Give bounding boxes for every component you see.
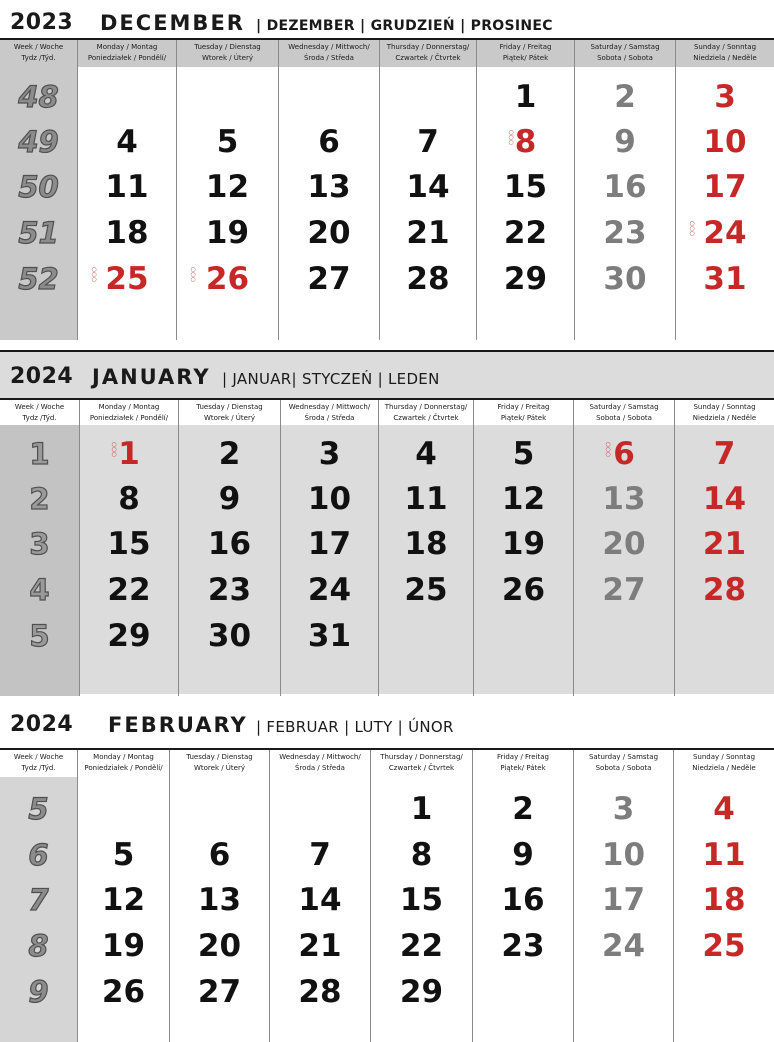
calendar-grid [0, 777, 774, 1042]
day-number: 24 [601, 928, 646, 964]
day-number: ○ ○ ○ 25 [91, 261, 149, 297]
day-number: 20 [197, 928, 242, 964]
day-number: 3 [612, 791, 635, 827]
day-number: 2 [218, 436, 241, 472]
week-number: 8 [28, 929, 49, 963]
day-number: 14 [298, 882, 342, 918]
day-number: 24 [307, 572, 352, 608]
holiday-marker-icon: ○ ○ ○ [190, 266, 196, 283]
day-number: 22 [107, 572, 151, 608]
day-column [378, 425, 473, 696]
day-number: 17 [307, 526, 352, 562]
month-december-2023 [0, 0, 774, 340]
day-number: 3 [714, 79, 736, 115]
holiday-marker-icon: ○ ○ ○ [111, 441, 117, 458]
weekday-header: Tuesday / Dienstag Wtorek / Úterý [178, 400, 280, 425]
month-name: JANUARY [92, 365, 211, 389]
day-column [178, 425, 280, 696]
day-number: 3 [318, 436, 341, 472]
weekday-header: Friday / Freitag Piątek/ Pátek [473, 400, 573, 425]
month-header [0, 700, 774, 740]
day-number: 27 [602, 572, 646, 608]
holiday-marker-icon: ○ ○ ○ [91, 266, 97, 283]
holiday-marker-icon: ○ ○ ○ [508, 129, 514, 146]
day-number: 9 [512, 837, 534, 873]
day-number: 17 [601, 882, 646, 918]
year-label: 2024 [10, 364, 74, 389]
day-number: 6 [318, 124, 340, 160]
month-translations: | JANUAR| STYCZEŃ | LEDEN [222, 370, 440, 388]
day-number: 4 [713, 791, 735, 827]
day-column [673, 777, 774, 1042]
day-number: 8 [410, 837, 433, 873]
weekday-header: Wednesday / Mittwoch/ Środa / Středa [269, 750, 370, 777]
day-number: 1 [410, 791, 433, 827]
weekday-header: Tuesday / Dienstag Wtorek / Úterý [169, 750, 269, 777]
weekday-header: Thursday / Donnerstag/ Czwartek / Čtvrtek [378, 400, 473, 425]
day-number: 29 [503, 261, 548, 297]
weekday-header-row [0, 748, 774, 777]
holiday-marker-icon: ○ ○ ○ [605, 441, 611, 458]
day-number: 4 [415, 436, 437, 472]
day-number: 18 [404, 526, 448, 562]
month-translations: | DEZEMBER | GRUDZIEŃ | PROSINEC [256, 18, 553, 34]
day-column [472, 777, 573, 1042]
day-number: 19 [101, 928, 146, 964]
day-number: 19 [501, 526, 546, 562]
day-number: 28 [298, 974, 342, 1010]
day-number: 31 [307, 618, 352, 654]
week-number: 7 [28, 883, 49, 917]
day-number: 14 [702, 481, 747, 517]
week-number: 48 [18, 80, 59, 114]
day-number: 9 [218, 481, 241, 517]
weekday-header: Saturday / Samstag Sobota / Sobota [574, 40, 675, 67]
day-number: 31 [703, 261, 747, 297]
month-name: FEBRUARY [108, 713, 248, 737]
week-number: 3 [29, 527, 50, 561]
weekday-header: Wednesday / Mittwoch/ Środa / Středa [280, 400, 378, 425]
day-number: 20 [602, 526, 646, 562]
week-number: 2 [29, 482, 50, 516]
weekday-header: Friday / Freitag Piątek/ Pátek [472, 750, 573, 777]
day-number: 12 [205, 169, 250, 205]
day-number: 26 [101, 974, 146, 1010]
day-number: 19 [205, 215, 250, 251]
day-number: 15 [107, 526, 151, 562]
day-number: ○ ○ ○ 6 [605, 436, 635, 472]
day-number: 13 [602, 481, 646, 517]
week-number: 4 [29, 573, 50, 607]
day-number: 4 [116, 124, 138, 160]
day-number: 28 [702, 572, 747, 608]
day-number: ○ ○ ○ 26 [190, 261, 250, 297]
day-number: 12 [501, 481, 546, 517]
week-number: 51 [18, 216, 59, 250]
weekday-header-row [0, 38, 774, 67]
month-january-2024 [0, 350, 774, 694]
month-header [0, 0, 774, 38]
week-number: 1 [29, 437, 50, 471]
day-number: 13 [197, 882, 242, 918]
weekday-header: Monday / Montag Poniedziałek / Pondělí/ [77, 40, 176, 67]
day-number: 16 [603, 169, 647, 205]
day-column [169, 777, 269, 1042]
week-number-column [0, 67, 77, 340]
month-name: DECEMBER [100, 11, 245, 35]
day-column [574, 67, 675, 340]
day-number: 13 [307, 169, 351, 205]
day-number: 9 [614, 124, 636, 160]
day-number: 7 [417, 124, 439, 160]
day-number: 15 [503, 169, 548, 205]
day-number: 22 [503, 215, 548, 251]
weekday-header: Saturday / Samstag Sobota / Sobota [573, 400, 674, 425]
day-number: 15 [399, 882, 444, 918]
calendar-grid [0, 425, 774, 696]
day-column [269, 777, 370, 1042]
week-number-column [0, 777, 77, 1042]
day-number: 20 [307, 215, 351, 251]
day-number: 12 [101, 882, 146, 918]
day-number: 10 [307, 481, 352, 517]
day-number: 18 [702, 882, 746, 918]
day-column [176, 67, 278, 340]
week-number-header: Week / Woche Tydz /Týd. [13, 753, 64, 772]
weekday-header: Wednesday / Mittwoch/ Środa / Středa [278, 40, 379, 67]
day-column [77, 777, 169, 1042]
day-column [379, 67, 476, 340]
week-number-header: Week / Woche Tydz /Týd. [14, 403, 65, 422]
day-number: 5 [216, 124, 239, 160]
week-number: 5 [29, 619, 50, 653]
weekday-header: Thursday / Donnerstag/ Czwartek / Čtvrtek [370, 750, 472, 777]
day-number: 21 [702, 526, 747, 562]
week-number: 49 [18, 125, 59, 159]
year-label: 2024 [10, 712, 74, 737]
day-number: 23 [603, 215, 647, 251]
day-number: 27 [307, 261, 351, 297]
day-number: 14 [406, 169, 450, 205]
weekday-header: Monday / Montag Poniedziałek / Pondělí/ [77, 750, 169, 777]
day-number: 29 [399, 974, 444, 1010]
day-number: 16 [207, 526, 252, 562]
day-number: 11 [404, 481, 448, 517]
day-number: 7 [713, 436, 736, 472]
day-number: 7 [309, 837, 331, 873]
day-number: 8 [118, 481, 140, 517]
weekday-header: Sunday / Sonntag Niedziela / Neděle [674, 400, 774, 425]
day-number: 25 [404, 572, 448, 608]
day-column [79, 425, 178, 696]
day-column [675, 67, 774, 340]
day-number: 23 [501, 928, 545, 964]
week-number-header: Week / Woche Tydz /Týd. [13, 43, 64, 62]
weekday-header: Sunday / Sonntag Niedziela / Neděle [675, 40, 774, 67]
day-number: 17 [703, 169, 747, 205]
day-number: 2 [614, 79, 636, 115]
day-number: 29 [107, 618, 151, 654]
day-column [280, 425, 378, 696]
day-number: 18 [105, 215, 149, 251]
day-number: 2 [512, 791, 534, 827]
month-translations: | FEBRUAR | LUTY | ÚNOR [256, 718, 454, 736]
day-number: 26 [501, 572, 546, 608]
day-column [674, 425, 774, 696]
day-column [77, 67, 176, 340]
day-number: 10 [601, 837, 646, 873]
holiday-marker-icon: ○ ○ ○ [689, 220, 695, 237]
day-column [473, 425, 573, 696]
day-number: 5 [112, 837, 135, 873]
day-number: 30 [207, 618, 252, 654]
year-label: 2023 [10, 10, 74, 35]
day-number: 30 [603, 261, 647, 297]
day-number: 16 [501, 882, 545, 918]
day-column [573, 425, 674, 696]
day-number: 11 [105, 169, 149, 205]
week-number-column [0, 425, 79, 696]
day-column [278, 67, 379, 340]
day-number: 23 [207, 572, 252, 608]
day-number: 6 [208, 837, 231, 873]
month-february-2024 [0, 700, 774, 1042]
week-number: 6 [28, 838, 49, 872]
day-column [476, 67, 574, 340]
weekday-header: Tuesday / Dienstag Wtorek / Úterý [176, 40, 278, 67]
day-number: 27 [197, 974, 242, 1010]
day-number: 1 [514, 79, 537, 115]
weekday-header-row [0, 398, 774, 425]
day-number: 21 [298, 928, 342, 964]
weekday-header: Friday / Freitag Piątek/ Pátek [476, 40, 574, 67]
week-number: 5 [28, 792, 49, 826]
day-column [370, 777, 472, 1042]
month-header [0, 352, 774, 392]
day-number: 25 [702, 928, 746, 964]
day-number: 28 [406, 261, 450, 297]
week-number: 50 [18, 170, 59, 204]
weekday-header: Sunday / Sonntag Niedziela / Neděle [673, 750, 774, 777]
day-number: 5 [512, 436, 535, 472]
weekday-header: Saturday / Samstag Sobota / Sobota [573, 750, 673, 777]
day-column [573, 777, 673, 1042]
weekday-header: Thursday / Donnerstag/ Czwartek / Čtvrtek [379, 40, 476, 67]
day-number: ○ ○ ○ 24 [689, 215, 747, 251]
day-number: ○ ○ ○ 8 [508, 124, 537, 160]
day-number: 11 [702, 837, 746, 873]
day-number: ○ ○ ○ 1 [111, 436, 140, 472]
day-number: 10 [703, 124, 747, 160]
week-number: 52 [18, 262, 59, 296]
day-number: 21 [406, 215, 450, 251]
day-number: 22 [399, 928, 444, 964]
calendar-grid [0, 67, 774, 340]
weekday-header: Monday / Montag Poniedziałek / Pondělí/ [79, 400, 178, 425]
week-number: 9 [28, 975, 49, 1009]
